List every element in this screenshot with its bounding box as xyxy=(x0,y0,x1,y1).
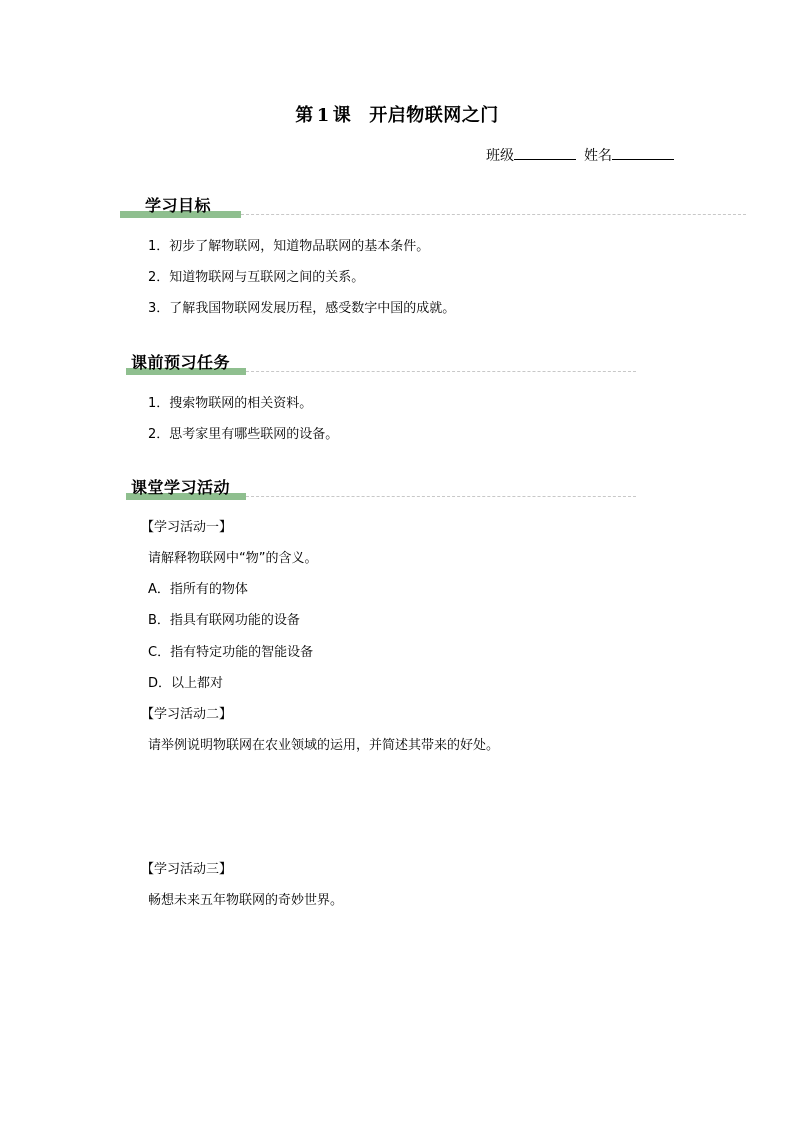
section-goals-header xyxy=(120,192,630,218)
preview-item: 1．搜索物联网的相关资料。 xyxy=(148,396,313,411)
title-unit: 课 xyxy=(332,105,352,126)
section-goals-title: 学习目标 xyxy=(145,196,212,215)
activity-three-question: 畅想未来五年物联网的奇妙世界。 xyxy=(148,893,344,908)
section-preview-title: 课前预习任务 xyxy=(131,353,231,372)
activity-one-title: 【学习活动一】 xyxy=(141,520,233,535)
activity-one-question: 请解释物联网中“物”的含义。 xyxy=(148,551,318,566)
activity-two-question: 请举例说明物联网在农业领域的运用，并简述其带来的好处。 xyxy=(148,738,500,753)
title-number: 1 xyxy=(316,105,330,126)
divider xyxy=(246,371,636,372)
student-info xyxy=(486,145,674,165)
name-label: 姓名 xyxy=(584,148,612,164)
activity-three-title: 【学习活动三】 xyxy=(141,862,233,877)
option-b: B．指具有联网功能的设备 xyxy=(148,613,300,628)
divider xyxy=(241,214,746,215)
section-preview-header xyxy=(126,349,636,375)
preview-item: 2．思考家里有哪些联网的设备。 xyxy=(148,427,339,442)
goal-item: 1．初步了解物联网，知道物品联网的基本条件。 xyxy=(148,239,430,254)
goal-item: 2．知道物联网与互联网之间的关系。 xyxy=(148,270,365,285)
option-c: C．指有特定功能的智能设备 xyxy=(148,645,314,660)
name-field[interactable] xyxy=(612,145,674,160)
page-title xyxy=(0,104,794,128)
title-text: 开启物联网之门 xyxy=(369,105,499,126)
title-prefix: 第 xyxy=(295,105,314,126)
activity-two-title: 【学习活动二】 xyxy=(141,707,233,722)
class-label: 班级 xyxy=(486,148,514,164)
goal-item: 3．了解我国物联网发展历程，感受数字中国的成就。 xyxy=(148,301,456,316)
section-activities-header xyxy=(126,474,636,500)
option-d: D．以上都对 xyxy=(148,676,224,691)
section-activities-title: 课堂学习活动 xyxy=(131,478,231,497)
class-field[interactable] xyxy=(514,145,576,160)
divider xyxy=(246,496,636,497)
option-a: A．指所有的物体 xyxy=(148,582,248,597)
